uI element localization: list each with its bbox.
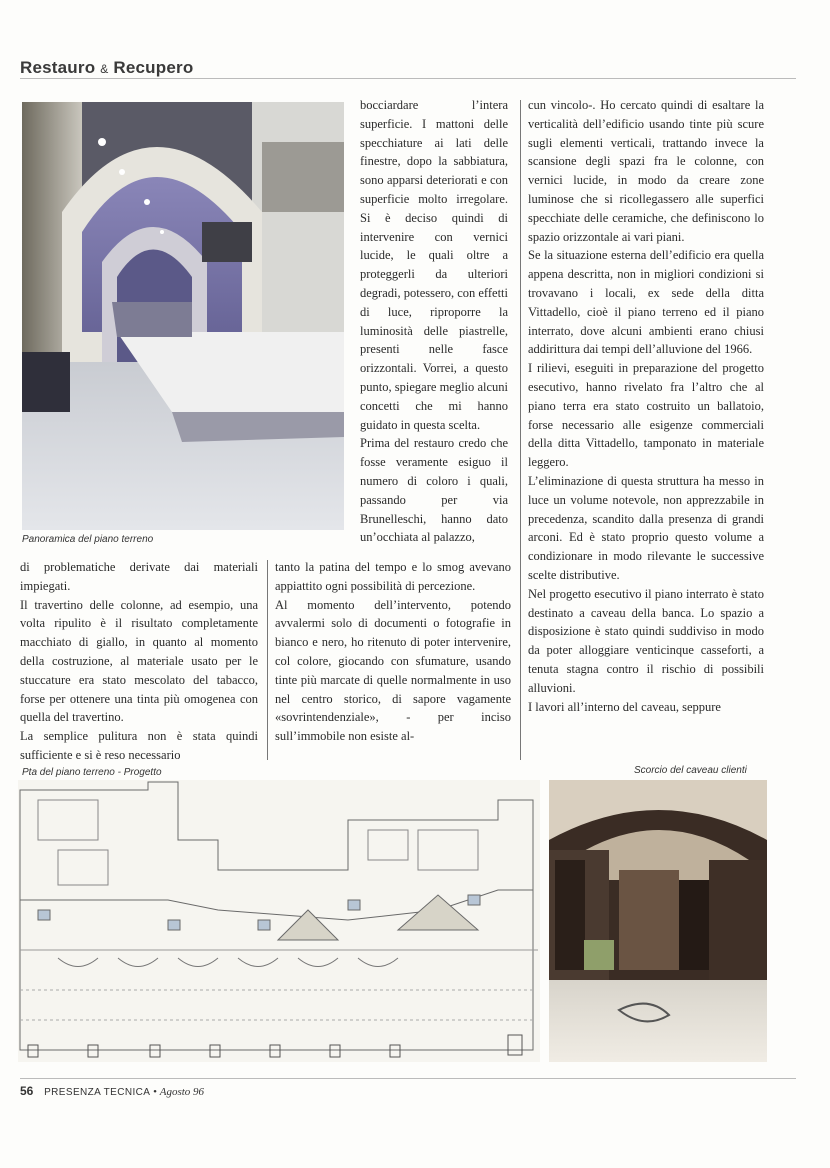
column-divider bbox=[267, 560, 268, 760]
caveau-photo bbox=[549, 780, 767, 1062]
page-footer bbox=[20, 1084, 204, 1098]
paragraph: cun vincolo-. Ho cercato quindi di esaltare la verticalità dell’edificio usando tinte più scure sugli elementi verticali, trattando invece la scansione degli spazi fra le colonne, con vernici lucide, in modo da creare zone luminose che si ricollegassero alle superfici specchiate delle ceramiche, che definiscono lo spazio orizzontale ai vari piani. bbox=[528, 98, 764, 244]
magazine-name: PRESENZA TECNICA bbox=[44, 1087, 151, 1098]
paragraph: tanto la patina del tempo e lo smog avevano appiattito ogni possibilità di percezione. bbox=[275, 560, 511, 593]
paragraph: Al momento dell’intervento, potendo avvalermi solo di documenti o fotografie in bianco e nero, ho ritenuto di poter intervenire, col colore, giocando con sfumature, usando tinte più marcate di quelle normalmente in uso nel centro storico, di sapore vagamente «sovrintendenziale», - per inciso sull’immobile non esiste al- bbox=[275, 597, 511, 744]
paragraph: I rilievi, eseguiti in preparazione del progetto esecutivo, hanno rivelato fra l’altro che al piano terra era stato costruito un ballatoio, forse necessario alle esigenze commerciali della ditta Vittadello, tamponato in materiale leggero. bbox=[528, 361, 764, 470]
paragraph: La semplice pulitura non è stata quindi sufficiente e si è reso necessario bbox=[20, 729, 258, 762]
text-column-1-bottom bbox=[20, 558, 258, 765]
column-divider bbox=[520, 100, 521, 760]
paragraph: bocciardare l’intera superficie. I mattoni delle specchiature ai lati delle finestre, dopo la sabbiatura, sono apparsi deteriorati e con superficie molto irregolare. Si è deciso quindi di intervenire con vernici lucide, le quali oltre a proteggerli da ulteriori degradi, potessero, con effetti di luce, riproporre la luminosità delle piastrelle, presenti nelle fasce orizzontali. Vorrei, a questo punto, spiegare meglio alcuni concetti che mi hanno guidato in questa scelta. bbox=[360, 98, 508, 432]
photo1-caption: Panoramica del piano terreno bbox=[22, 534, 154, 545]
paragraph: I lavori all’interno del caveau, seppure bbox=[528, 699, 721, 714]
plan-caption: Pta del piano terreno - Progetto bbox=[22, 767, 162, 778]
paragraph: di problematiche derivate dai materiali impiegati. bbox=[20, 560, 258, 593]
text-column-3 bbox=[528, 96, 764, 716]
header-rule bbox=[20, 78, 796, 79]
paragraph: Se la situazione esterna dell’edificio era quella appena descritta, non in migliori condizioni si trovavano i locali, ex sede della ditta Vittadello, cioè il piano terreno ed il piano interrato, dove alcuni ambienti erano chiusi addirittura dai tempi dell’alluvione del 1966. bbox=[528, 248, 764, 357]
paragraph: Il travertino delle colonne, ad esempio, una volta ripulito è il risultato completamente macchiato di giallo, in quanto al momento della costruzione, al materiale usato per le stuccature era stato mescolato del tabacco, forse per ottenere una tinta più omogenea con quella del travertino. bbox=[20, 597, 258, 725]
paragraph: Nel progetto esecutivo il piano interrato è stato destinato a caveau della banca. Lo spazio a disposizione è stato quindi suddiviso in modo da poter alloggiare venticinque casseforti, a tenuta stagna contro il rischio di possibili alluvioni. bbox=[528, 586, 764, 695]
text-column-2-top bbox=[360, 96, 508, 547]
footer-bullet: • bbox=[153, 1086, 157, 1098]
paragraph: L’eliminazione di questa struttura ha messo in luce un volume notevole, non apprezzabile in precedenza, scandito dalla presenza di grandi arconi. Ed è stato proprio questo volume a condizionare in modo rilevante le successive scelte distributive. bbox=[528, 473, 764, 582]
page-number: 56 bbox=[20, 1084, 34, 1098]
floor-plan-drawing bbox=[18, 780, 540, 1062]
text-column-2-bottom bbox=[275, 558, 511, 746]
issue-date: Agosto 96 bbox=[159, 1086, 205, 1098]
paragraph: Prima del restauro credo che fosse veramente esiguo il numero di coloro i quali, passando per via Brunelleschi, hanno dato un’occhiata al palazzo, bbox=[360, 436, 508, 545]
ground-floor-photo bbox=[22, 102, 344, 530]
page-header bbox=[20, 56, 796, 80]
section-title: Restauro & Recupero bbox=[20, 58, 194, 77]
footer-rule bbox=[20, 1078, 796, 1079]
photo2-caption: Scorcio del caveau clienti bbox=[634, 765, 747, 776]
